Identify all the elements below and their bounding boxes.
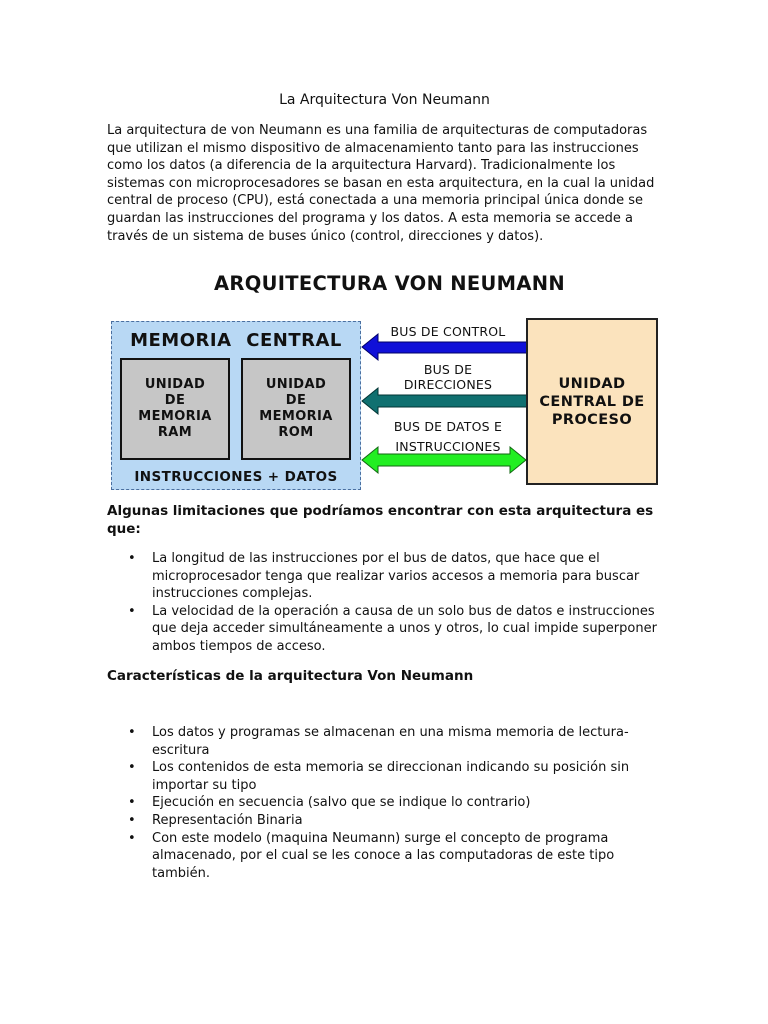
list-item: • Con este modelo (maquina Neumann) surge el concepto de programa almacenado, por el cual se les conoce a las computadoras de este tipo también. xyxy=(128,830,615,881)
bullet-icon: • xyxy=(128,603,136,619)
bullet-icon: • xyxy=(128,725,136,740)
von-neumann-diagram xyxy=(111,316,665,490)
intro-paragraph: La arquitectura de von Neumann es una familia de arquitecturas de computadoras que utilizan el mismo dispositivo de almacenamiento tanto para las instrucciones como los datos (a diferencia de la arquitectura Harvard). Tradicionalmente los sistemas con microprocesadores se basan en esta arquitectura, en la cual la unidad central de proceso (CPU), está conectada a una memoria principal única donde se guardan las instrucciones del programa y los datos. A esta memoria se accede a través de un sistema de buses único (control, direcciones y datos). xyxy=(107,123,655,244)
list-item: • Representación Binaria xyxy=(128,812,303,828)
list-item: • La longitud de las instrucciones por el bus de datos, que hace que el microprocesador tenga que realizar varios accesos a memoria para buscar instrucciones complejas. xyxy=(128,551,640,602)
list-item: • Los datos y programas se almacenan en una misma memoria de lectura-escritura xyxy=(128,725,629,758)
bullet-icon: • xyxy=(128,812,136,828)
document-title: La Arquitectura Von Neumann xyxy=(279,92,490,108)
control-bus-label: BUS DE CONTROL xyxy=(390,324,506,339)
characteristics-list xyxy=(107,724,662,882)
list-item: • La velocidad de la operación a causa de un solo bus de datos e instrucciones que deja acceder simultáneamente a unos y otros, lo cual impide superponer ambos tiempos de acceso. xyxy=(128,603,657,654)
data-bus-label: BUS DE DATOS E INSTRUCCIONES xyxy=(393,419,503,454)
limitations-heading: Algunas limitaciones que podríamos encontrar con esta arquitectura es que: xyxy=(107,503,654,537)
rom-unit-box: UNIDAD DE MEMORIA ROM xyxy=(241,358,351,460)
list-item: • Ejecución en secuencia (salvo que se indique lo contrario) xyxy=(128,795,531,811)
diagram-title: ARQUITECTURA VON NEUMANN xyxy=(214,272,565,295)
bullet-icon: • xyxy=(128,795,136,811)
bullet-icon: • xyxy=(128,551,136,566)
bullet-icon: • xyxy=(128,830,136,846)
memory-footer-label: INSTRUCCIONES + DATOS xyxy=(134,469,338,485)
limitations-list xyxy=(107,550,662,656)
list-item: • Los contenidos de esta memoria se direccionan indicando su posición sin importar su tipo xyxy=(128,760,630,793)
characteristics-heading: Características de la arquitectura Von Neumann xyxy=(107,668,474,684)
cpu-box: UNIDAD CENTRAL DE PROCESO xyxy=(526,318,658,485)
address-bus-label: BUS DE DIRECCIONES xyxy=(403,362,493,392)
bullet-icon: • xyxy=(128,760,136,776)
central-memory-title: MEMORIA CENTRAL xyxy=(130,330,342,351)
ram-unit-box: UNIDAD DE MEMORIA RAM xyxy=(120,358,230,460)
